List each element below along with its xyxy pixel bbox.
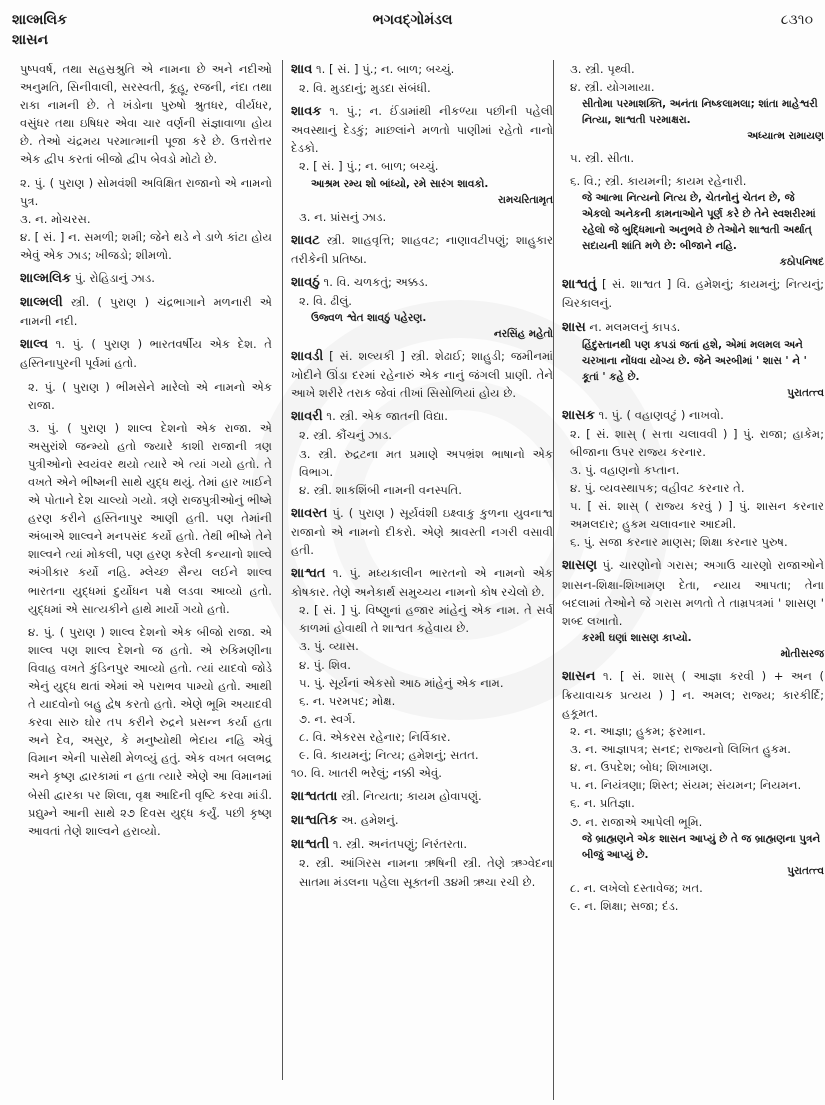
headword: શાવટ: [291, 232, 320, 248]
entry-shavast: [291, 504, 553, 559]
sense: ૭. ન. રાજાએ આપેલી ભૂમિ.: [570, 814, 703, 829]
sense: ૩. પું. વ્યાસ.: [299, 639, 359, 654]
sense: ૨. [ સં. શાસ્ ( સત્તા ચલાવવી ) ] પું. રાજા; હાકેમ; બીજાના ઉપર રાજ્ય કરનાર.: [570, 426, 824, 459]
sense: ૪. પું. ( પુરાણ ) શાલ્વ દેશનો એક બીજો રાજા. એ શાલ્વ પણ શાલ્વ દેશનો જ હતો. એ રુકિમણીના વિવાહ વખતે કુંડિનપુર આવ્યો હતો. ત્યાં યાદવો જોડે એનું યુદ્ધ થતાં એમાં એ પરાભવ પામ્યો હતો. આથી તે યાદવોનો બહુ દ્વેષ કરતો હતો. એણે ભૂમિ અયાદવી કરવા સારુ ઘોર તપ કરીને રુદ્રને પ્રસન્ન કર્યા હતા અને દેવ, અસુર, કે મનુષ્યોથી ભેદાય નહિ એવું વિમાન એની પાસેથી મેળવ્યું હતું. એક વખત બલભદ્ર અને કૃષ્ણ દ્વારકામાં ન હતા ત્યારે એણે આ વિમાનમાં બેસી દ્વારકા પર શિલા, વૃક્ષ આદિની વૃષ્ટિ કરવા માંડી. પ્રદ્યુમ્ને આની સાથે ૨૭ દિવસ યુદ્ધ કર્યું. પછી કૃષ્ણ આવતાં તેણે શાલ્વને હરાવ્યો.: [28, 624, 272, 838]
sense: ૫. પું. સૂર્યનાં એકસો આઠ માંહેનું એક નામ.: [299, 675, 504, 690]
definition: અ. હમેશનું.: [337, 813, 399, 828]
sense: ૬. ન. પ્રતિજ્ઞા.: [570, 796, 635, 811]
sense: ૩. સ્ત્રી. રુદ્રટના મત પ્રમાણે અપભ્રંશ ભાષાનો એક વિભાગ.: [299, 446, 553, 479]
quotation-source: અધ્યાત્મ રામાયણ: [747, 130, 824, 143]
column-1: [20, 60, 272, 845]
entry-shashvat: [291, 564, 553, 601]
sense: ૪. પું. વ્યવસ્થાપક; વહીવટ કરનાર તે.: [570, 481, 745, 496]
definition: ૧. સ્ત્રી. એક જાતની વિદ્યા.: [322, 409, 448, 424]
continued-paragraph: પુષ્પવર્ષ, તથા સહસ્રશ્રુતિ એ નામના છે અને નદીઓ અનુમતિ, સિનીવાલી, સરસ્વતી, કૂહૂ, રજની, નંદા તથા રાકા નામની છે. તે ખંડોના પુરુષો શ્રુતધર, વીર્યધર, વસુંધર તથા ઇષિધર એવા ચાર વર્ણની સંજ્ઞાવાળા હોય છે. તેઓ ચંદ્રમય પરમાત્માની પૂજા કરે છે. ઉત્તરોત્તર એક દ્વીપ કરતાં બીજો દ્વીપ બેવડો મોટો છે.: [20, 62, 272, 167]
sense: ૩. સ્ત્રી. પૃથ્વી.: [570, 62, 635, 76]
headword: શાવક: [291, 104, 322, 120]
entry-shas: [562, 318, 824, 337]
quotation: હિંદુસ્તાનથી પણ કપડાં જતાં હશે, એમાં મલમલ અને ચરખાના નોંધવા યોગ્ય છે. જેને અરબીમાં ' શાસ ' ને ' કૂતાં ' કહે છે.: [582, 338, 807, 383]
sense: ૧૦. વિ. ખાતરી ભરેલું; નક્કી એવું.: [291, 766, 442, 781]
quotation-source: કઠોપનિષદ: [779, 256, 824, 269]
definition: ૧. પું. ( વહાણવટું ) નાખવો.: [594, 407, 724, 422]
entry-shalmalik: [20, 269, 272, 288]
definition: ૧. સ્ત્રી. અનંતપણું; નિરંતરતા.: [329, 837, 468, 852]
sense: ૭. ન. સ્વર્ગ.: [299, 711, 356, 726]
headword: શાસ: [562, 319, 586, 335]
sense: ૩. ન. પ્રાંસનું ઝાડ.: [299, 209, 387, 224]
headword: શાલ્મલિક: [20, 271, 72, 287]
sense: ૮. વિ. એકરસ રહેનાર; નિર્વિકાર.: [299, 729, 451, 744]
quotation: આશ્રમ રમ્ય શો બાંધ્યો, રમે સારંગ શાવકો.: [311, 177, 489, 190]
entry-shavari: [291, 407, 553, 426]
sense: ૪. ન. ઉપદેશ; બોધ; શિખામણ.: [570, 760, 713, 775]
headword: શાવઠું: [291, 274, 320, 290]
headword: શાવસ્ત: [291, 505, 328, 521]
sense: ૪. [ સં. ] ન. સમળી; શમી; જેને થડે ને ડાળે કાંટા હોય એવું એક ઝાડ; ખીજડો; શીમળો.: [20, 229, 272, 262]
quotation-source: મોતીસરજ: [780, 647, 824, 660]
entry-shalva: [20, 335, 272, 372]
headword: શાશ્વતિક: [291, 813, 338, 829]
definition: ૧. [ સં. શાસ્ ( આજ્ઞા કરવી ) + અન ( ક્રિયાવાચક પ્રત્યય ) ] ન. અમલ; રાજ્ય; કારકીર્દિ; હકૂમત.: [562, 668, 824, 720]
entry-shashvati: [291, 835, 553, 854]
definition: સ્ત્રી. નિત્યતા; કાયમ હોવાપણું.: [337, 789, 482, 804]
headword: શાવડી: [291, 349, 324, 365]
quotation: ઉજ્વળ શ્વેત શાવઠું પહેરણ.: [311, 312, 427, 325]
headword: શાશ્વતું: [562, 277, 597, 293]
sense: ૪. સ્ત્રી. શાકશિંબી નામની વનસ્પતિ.: [299, 482, 462, 497]
definition: ૧. પું. ( પુરાણ ) ભારતવર્ષીય એક દેશ. તે હસ્તિનાપુરની પૂર્વમાં હતો.: [20, 337, 272, 371]
headword: શાલ્વ: [20, 337, 49, 353]
entry-shavak: [291, 102, 553, 157]
sense: ૨. ન. આજ્ઞા; હુકમ; ફરમાન.: [570, 724, 706, 739]
headword: શાશ્વતી: [291, 837, 330, 853]
guide-word-first: શાલ્મલિક: [12, 12, 68, 28]
sense: ૨. સ્ત્રી. આંગિરસ નામના ઋષિની સ્ત્રી. તેણે ઋગ્વેદના સાતમા મંડલના પહેલા સૂક્તની ૩૪મી ઋચા રચી છે.: [299, 856, 553, 889]
guide-word-last: શાસન: [12, 32, 48, 48]
entry-shashvatik: [291, 811, 553, 830]
column-2: [282, 60, 553, 1080]
sense: ૩. ન. આજ્ઞાપત્ર; સનદ; રાજ્યનો લિખિત હુકમ.: [570, 742, 791, 757]
sense: ૬. પું. સજા કરનાર માણસ; શિક્ષા કરનાર પુરુષ.: [570, 535, 788, 550]
sense: ૩. પું. વહાણનો કપ્તાન.: [570, 462, 680, 477]
sense: ૫. [ સં. શાસ્ ( રાજ્ય કરવું ) ] પું. શાસન કરનાર અમલદાર; હુકમ ચલાવનાર આદમી.: [570, 499, 824, 532]
entry-shashvatun: [562, 275, 824, 312]
sense: ૫. ન. નિયંત્રણા; શિસ્ત; સંયમ; સંયમન; નિયમન.: [570, 778, 802, 793]
definition: ૧. વિ. ચળકતું; અક્કડ.: [319, 274, 429, 289]
definition: ૧. પું.; ન. ઈંડામાંથી નીકળ્યા પછીની પહેલી અવસ્થાનું દેડકું; માછલાંને મળતો પાણીમાં રહેતો નાનો દેડકો.: [291, 104, 553, 156]
sense: ૮. ન. લખેલો દસ્તાવેજ; ખત.: [570, 880, 703, 895]
entry-shalmali: [20, 293, 272, 330]
entry-shasan-charan: [562, 556, 824, 629]
sense: ૨. પું. ( પુરાણ ) ભીમસેને મારેલો એ નામનો એક રાજા.: [28, 379, 272, 412]
quotation: કરમી ઘણાં શાસણ કાપ્યો.: [582, 631, 692, 644]
column-3: [553, 60, 824, 1100]
sense: ૯. વિ. કાયમનું; નિત્ય; હમેશનું; સતત.: [299, 748, 479, 762]
headword: શાલ્મલી: [20, 295, 63, 311]
definition: સ્ત્રી. ( પુરાણ ) ચંદ્રભાગાને મળનારી એ નામની નદી.: [20, 295, 272, 329]
sense: ૬. વિ.; સ્ત્રી. કાયમની; કાયમ રહેનારી.: [570, 174, 747, 189]
sense: ૨. [ સં. ] પું. વિષ્ણુનાં હજાર માંહેનું એક નામ. તે સર્વ કાળમાં હોવાથી તે શાશ્વત કહેવાય છે.: [299, 603, 553, 636]
entry-shav: [291, 60, 553, 79]
quotation-source: પુરાતત્ત્વ: [787, 386, 824, 399]
sense: ૬. ન. પરમપદ; મોક્ષ.: [299, 693, 396, 708]
guide-words: [12, 10, 67, 50]
quotation-source: નરસિંહ મહેતો: [493, 328, 553, 341]
entry-shavathu: [291, 273, 553, 292]
definition: પું. ( પુરાણ ) સૂર્યવંશી ઇક્ષ્વાકુ કુળના યુવનાશ્વ રાજાનો એ નામનો દીકરો. એણે શ્રાવસ્તી નગરી વસાવી હતી.: [291, 505, 553, 557]
quotation: જે બ્રાહ્મણને એક શાસન આપ્યું છે તે જ બ્રાહ્મણના પુત્રને બીજું આપ્યું છે.: [582, 832, 821, 861]
definition: સ્ત્રી. શાહવૃત્તિ; શાહવટ; નાણાવટીપણું; શાહુકાર તરીકેની પ્રતિષ્ઠા.: [291, 232, 553, 266]
headword: શાસક: [562, 407, 595, 423]
headword: શાસણ: [562, 558, 598, 574]
entry-shavat: [291, 231, 553, 268]
quotation: સીતોમા પરમાશક્તિ, અનંતા નિષ્કલામલા; શાંતા માહેશ્વરી નિત્યા, શાશ્વતી પરમાક્ષરા.: [582, 98, 818, 127]
definition: પું. ચારણોનો ગરાસ; અગાઉ ચારણો રાજાઓને શાસન-શિક્ષા-શિખામણ દેતા, ન્યાય આપતા; તેના બદલામાં તેઓને જે ગરાસ મળતો તે તામ્રપત્રમાં ' શાસણ ' શબ્દ લખાતો.: [562, 558, 824, 628]
sense: ૫. સ્ત્રી. સીતા.: [570, 151, 635, 166]
headword: શાસન: [562, 668, 596, 684]
sense: ૨. [ સં. ] પું.; ન. બાળ; બચ્ચું.: [299, 159, 439, 174]
sense: ૯. ન. શિક્ષા; સજા; દંડ.: [570, 898, 679, 913]
definition: ન. મલમલનું કાપડ.: [585, 319, 681, 334]
definition: [ સં. શાશ્વત ] વિ. હમેશનું; કાયમનું; નિત્યનું; ચિરકાલનું.: [562, 277, 824, 311]
sense: ૨. વિ. ઢીલું.: [299, 293, 352, 308]
sense: ૨. સ્ત્રી. કૌંચનું ઝાડ.: [299, 428, 392, 443]
running-title: ભગવદ્ગોમંડલ: [372, 12, 453, 28]
entry-shasak: [562, 406, 824, 425]
definition: [ સં. શલ્યકી ] સ્ત્રી. શેઢાઈ; શાહુડી; જમીનમાં ખોદીને ઊંડા દરમાં રહેનારું એક નાનું જંગલી પ્રાણી. તેને આખે શરીરે તરાક જેવાં તીખાં સિસોળિયાં હોય છે.: [291, 349, 553, 401]
sense: ૪. સ્ત્રી. યોગમાયા.: [570, 80, 655, 95]
sense: ૪. પું. શિવ.: [299, 657, 351, 672]
definition: ૧. પું. મધ્યકાલીન ભારતનો એ નામનો એક કોષકાર. તેણે અનેકાર્થ સમુચ્ચય નામનો કોષ રચેલો છે.: [291, 566, 553, 600]
headword: શાશ્વતતા: [291, 789, 338, 805]
entry-shashvatata: [291, 787, 553, 806]
headword: શાવ: [291, 62, 313, 77]
sense: ૨. પું. ( પુરાણ ) સોમવંશી અવિક્ષિત રાજાનો એ નામનો પુત્ર.: [20, 175, 272, 208]
headword: શાવરી: [291, 409, 323, 425]
quotation-source: રામચરિતામૃત: [498, 193, 553, 206]
quotation-source: પુરાતત્ત્વ: [787, 864, 824, 877]
definition: પું. રોહિડાનું ઝાડ.: [71, 271, 155, 286]
sense: ૩. ન. મોચરસ.: [20, 211, 91, 226]
headword: શાશ્વત: [291, 566, 326, 582]
entry-shasan: [562, 667, 824, 722]
sense: ૩. પું. ( પુરાણ ) શાલ્વ દેશનો એક રાજા. એ અસુરાંશે જન્મ્યો હતો જ્યારે કાશી રાજાની ત્રણ પુત્રીઓનો સ્વયંવર થયો ત્યારે એ ત્યાં ગયો હતો. તે વખતે એને ભીષ્મની સાથે યુદ્ધ થયું. તેમાં હાર ખાઈને એ પોતાને દેશ ચાલ્યો ગયો. ત્રણે રાજપુત્રીઓનું ભીષ્મે હરણ કરીને હસ્તિનાપુર આણી હતી. પણ તેમાંની અંબાએ શાલ્વને મનપસંદ કર્યો હતો. તેથી ભીષ્મે તેને શાલ્વને ત્યાં મોકલી, પણ હરણ કરેલી કન્યાનો શાલ્વે અંગીકાર કર્યો નહિ. મ્લેચ્છ સૈન્ય લઈને શાલ્વ ભારતના યુદ્ધમાં દુર્યોધન પક્ષે લડવા આવ્યો હતો. યુદ્ધમાં એ સાત્યકીને હાથે માર્યો ગયો હતો.: [28, 420, 272, 616]
quotation: જે આત્મા નિત્યનો નિત્ય છે, ચેતનોનું ચેતન છે, જે એકલો અનેકની કામનાઓને પૂર્ણ કરે છે તેને સ્વશરીરમાં રહેલો જે બુદ્ધિમાનો અનુભવે છે તેઓને શાશ્વતી અર્થાત્ સદાયની શાંતિ મળે છે: બીજાને નહિ.: [582, 192, 816, 253]
entry-shavadi: [291, 347, 553, 402]
sense: ૨. વિ. મુડદાનું; મુડદા સંબંધી.: [299, 81, 431, 96]
definition: ૧. [ સં. ] પું.; ન. બાળ; બચ્ચું.: [312, 62, 455, 76]
page-number: ૮૩૧૦: [780, 12, 813, 28]
